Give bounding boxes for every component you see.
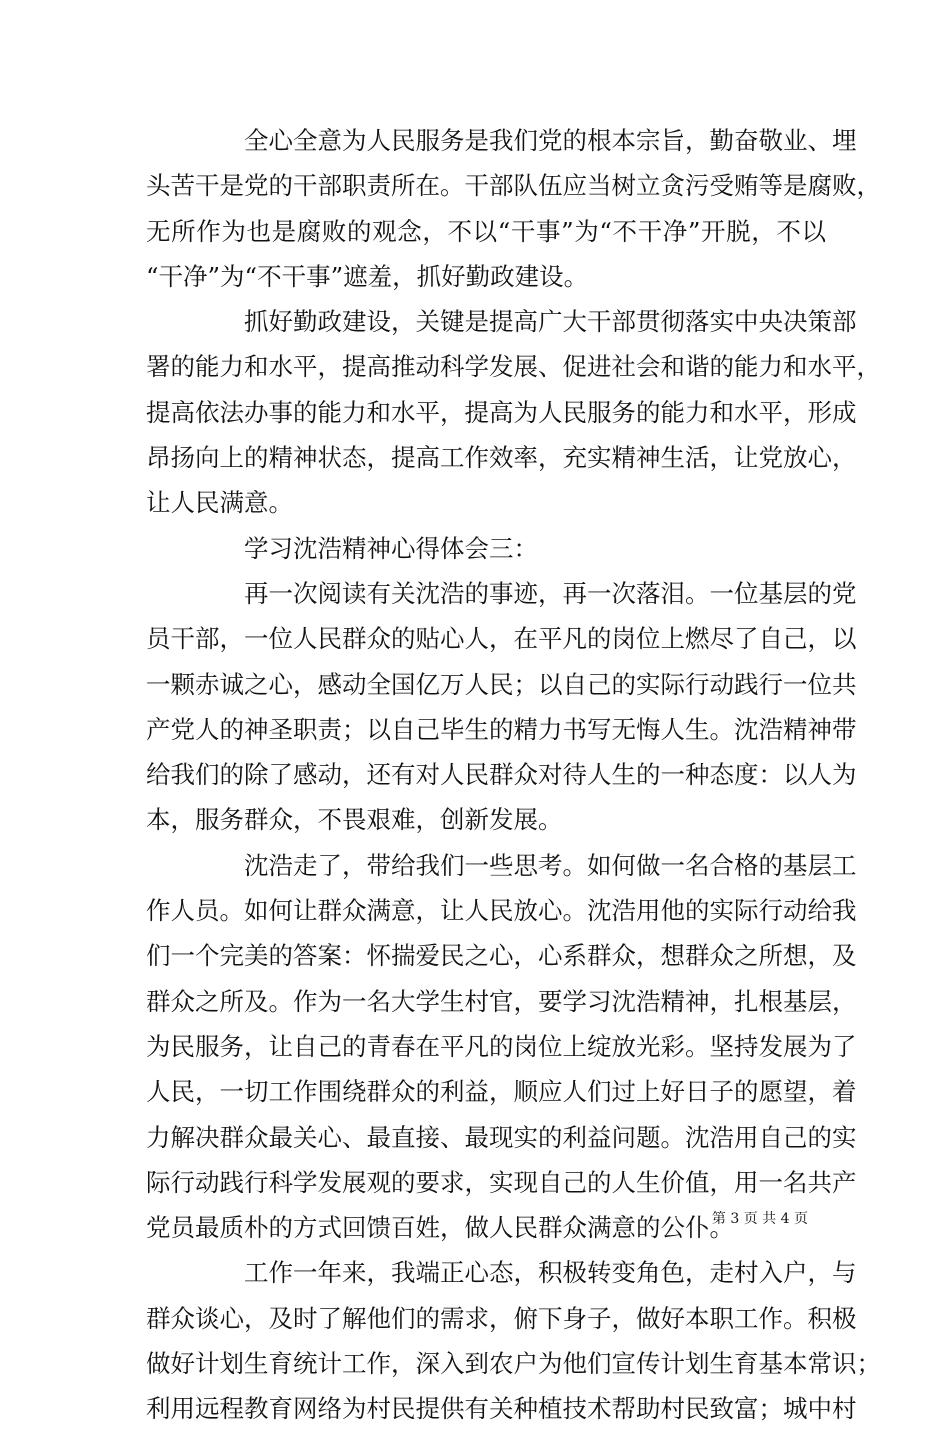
text-line: 群众之所及。作为一名大学生村官，要学习沈浩精神，扎根基层， xyxy=(146,986,857,1016)
text-line: 学习沈浩精神心得体会三： xyxy=(244,533,538,563)
text-line: 做好计划生育统计工作，深入到农户为他们宣传计划生育基本常识； xyxy=(146,1349,881,1379)
text-line: 让人民满意。 xyxy=(146,488,293,518)
paragraph xyxy=(146,571,857,843)
text-line: 力解决群众最关心、最直接、最现实的利益问题。沈浩用自己的实 xyxy=(146,1122,857,1152)
text-line: 际行动践行科学发展观的要求，实现自己的人生价值，用一名共产 xyxy=(146,1167,857,1197)
text-line: “干净”为“不干事”遮羞，抓好勤政建设。 xyxy=(146,261,589,291)
paragraph xyxy=(146,299,881,525)
text-line: 本，服务群众，不畏艰难，创新发展。 xyxy=(146,805,563,835)
text-line: 再一次阅读有关沈浩的事迹，再一次落泪。一位基层的党 xyxy=(244,578,857,608)
document-body xyxy=(146,118,881,1432)
text-line: 署的能力和水平，提高推动科学发展、促进社会和谐的能力和水平， xyxy=(146,352,881,382)
text-line: 工作一年来，我端正心态，积极转变角色，走村入户，与 xyxy=(244,1258,857,1288)
text-line: 党员最质朴的方式回馈百姓，做人民群众满意的公仆。 xyxy=(146,1213,734,1243)
text-line: 群众谈心，及时了解他们的需求，俯下身子，做好本职工作。积极 xyxy=(146,1303,857,1333)
text-line: 给我们的除了感动，还有对人民群众对待人生的一种态度：以人为 xyxy=(146,760,857,790)
text-line: 员干部，一位人民群众的贴心人，在平凡的岗位上燃尽了自己，以 xyxy=(146,624,857,654)
page-number: 第 3 页 共 4 页 xyxy=(711,1211,808,1227)
paragraph xyxy=(146,843,857,1251)
text-line: 利用远程教育网络为村民提供有关种植技术帮助村民致富；城中村 xyxy=(146,1394,857,1424)
text-line: 作人员。如何让群众满意，让人民放心。沈浩用他的实际行动给我 xyxy=(146,896,857,926)
text-line: 头苦干是党的干部职责所在。干部队伍应当树立贪污受贿等是腐败， xyxy=(146,171,881,201)
text-line: 为民服务，让自己的青春在平凡的岗位上绽放光彩。坚持发展为了 xyxy=(146,1031,857,1061)
text-line: 一颗赤诚之心，感动全国亿万人民；以自己的实际行动践行一位共 xyxy=(146,669,857,699)
text-line: 们一个完美的答案：怀揣爱民之心，心系群众，想群众之所想，及 xyxy=(146,941,857,971)
text-line: 人民，一切工作围绕群众的利益，顺应人们过上好日子的愿望，着 xyxy=(146,1077,857,1107)
text-line: 抓好勤政建设，关键是提高广大干部贯彻落实中央决策部 xyxy=(244,307,857,337)
text-line: 昂扬向上的精神状态，提高工作效率，充实精神生活，让党放心， xyxy=(146,443,857,473)
text-line: 沈浩走了，带给我们一些思考。如何做一名合格的基层工 xyxy=(244,850,857,880)
paragraph xyxy=(146,526,826,571)
text-line: 全心全意为人民服务是我们党的根本宗旨，勤奋敬业、埋 xyxy=(244,126,857,155)
paragraph xyxy=(146,118,881,299)
paragraph xyxy=(146,1250,881,1431)
text-line: 产党人的神圣职责；以自己毕生的精力书写无悔人生。沈浩精神带 xyxy=(146,714,857,744)
text-line: 无所作为也是腐败的观念，不以“干事”为“不干净”开脱，不以 xyxy=(146,216,826,246)
text-line: 提高依法办事的能力和水平，提高为人民服务的能力和水平，形成 xyxy=(146,397,857,427)
